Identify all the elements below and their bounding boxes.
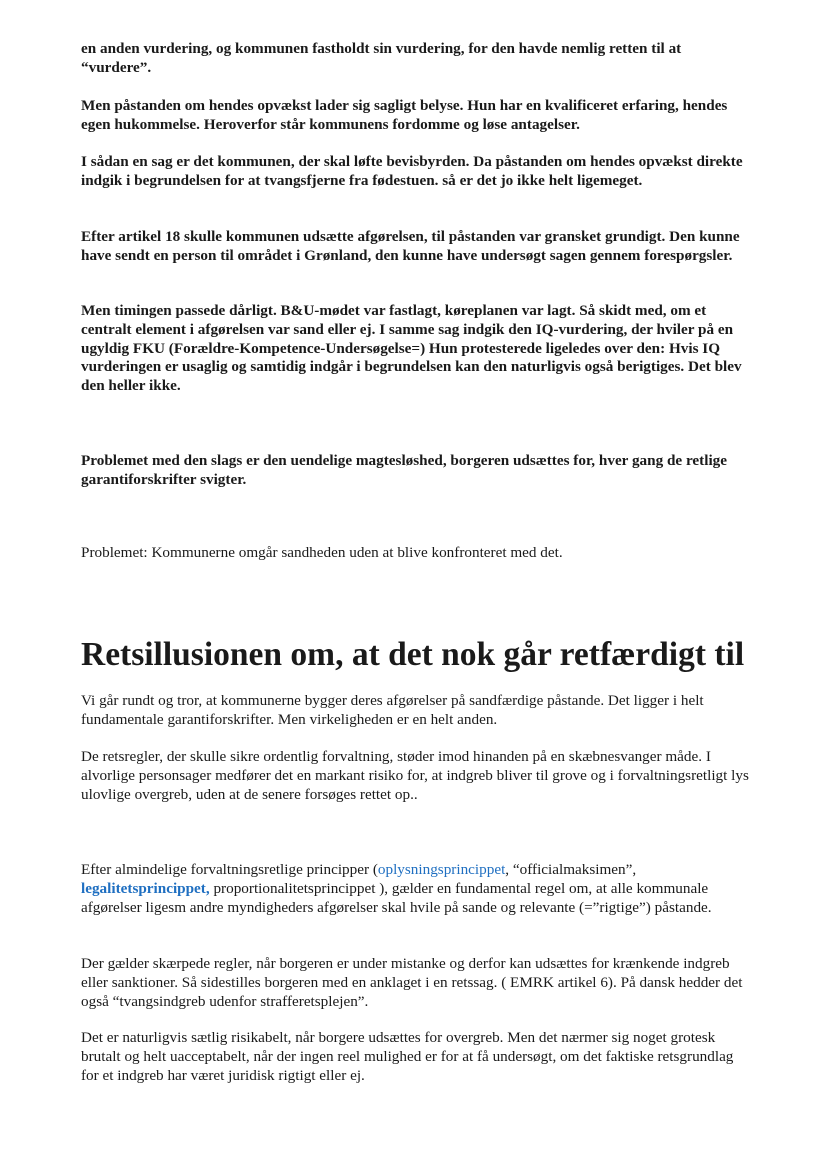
paragraph-timing: Men timingen passede dårligt. B&U-mødet var fastlagt, køreplanen var lagt. Så skidt med, om et centralt element i afgørelsen var sand eller ej. I samme sag indgik den IQ-vurdering, der hviler på en ugyldig FKU (Forældre-Kompetence-Undersøgelse=) Hun protesterede ligeledes over den: Hvis IQ vurderingen er usaglig og samtidig indgår i begrundelsen kan den naturligvis også berigtiges. Det blev den heller ikke. bbox=[81, 302, 742, 395]
principles-intro: Efter almindelige forvaltningsretlige principper ( bbox=[81, 861, 378, 878]
paragraph-retsregler: De retsregler, der skulle sikre ordentlig forvaltning, støder imod hinanden på en skæbnesvanger måde. I alvorlige personsager medfører det en markant risiko for, at indgreb bliver til grove og i forvaltningsretligt lys ulovlige overgreb, uden at de senere forsøges rettet op.. bbox=[81, 748, 749, 803]
paragraph-magtesloshed: Problemet med den slags er den uendelige magtesløshed, borgeren udsættes for, hver gang de retlige garantiforskrifter svigter. bbox=[81, 452, 727, 488]
link-oplysningsprincippet[interactable]: oplysningsprincippet bbox=[377, 861, 506, 878]
paragraph-retsillusion: Vi går rundt og tror, at kommunerne bygger deres afgørelser på sandfærdige påstande. Det ligger i helt fundamentale garantiforskrifter. Men virkeligheden er en helt anden. bbox=[81, 692, 704, 728]
link-legalitetsprincippet[interactable]: legalitetsprincippet, bbox=[81, 879, 210, 897]
problem-line: Problemet: Kommunerne omgår sandheden uden at blive konfronteret med det. bbox=[81, 544, 563, 561]
paragraph-risikabelt: Det er naturligvis sætlig risikabelt, når borgere udsættes for overgreb. Men det nærmer sig noget grotesk brutalt og helt uacceptabelt, når der ingen reel mulighed er for at få undersøgt, om det faktiske retsgrundlag for et indgreb har været juridisk rigtigt eller ej. bbox=[81, 1029, 734, 1084]
paragraph-opvaekst: Men påstanden om hendes opvækst lader sig sagligt belyse. Hun har en kvalificeret erfaring, hendes egen hukommelse. Heroverfor står kommunens fordomme og løse antagelser. bbox=[81, 97, 728, 133]
principles-mid: , “officialmaksimen”, bbox=[505, 861, 637, 878]
paragraph-vurdering: en anden vurdering, og kommunen fastholdt sin vurdering, for den havde nemlig retten til at “vurdere”. bbox=[81, 40, 682, 76]
paragraph-artikel-18: Efter artikel 18 skulle kommunen udsætte afgørelsen, til påstanden var gransket grundigt. Den kunne have sendt en person til området i Grønland, den kunne have undersøgt sagen gennem forespørgsler. bbox=[81, 228, 740, 264]
paragraph-principper bbox=[81, 861, 751, 917]
paragraph-skaerpede-regler: Der gælder skærpede regler, når borgeren er under mistanke og derfor kan udsættes for krænkende indgreb eller sanktioner. Så sidestilles borgeren med en anklaget i en retssag. ( EMRK artikel 6). På dansk hedder det også “tvangsindgreb udenfor strafferetsplejen”. bbox=[81, 955, 743, 1010]
section-heading: Retsillusionen om, at det nok går retfærdigt til bbox=[81, 636, 745, 673]
principles-rest: proportionalitetsprincippet ), gælder en fundamental regel om, at alle kommunale afgørelser ligesm andre myndigheders afgørelser skal hvile på sande og relevante (=”rigtige”) påstande. bbox=[81, 879, 712, 916]
paragraph-bevisbyrde: I sådan en sag er det kommunen, der skal løfte bevisbyrden. Da påstanden om hendes opvækst direkte indgik i begrundelsen for at tvangsfjerne fra fødestuen. så er det jo ikke helt ligemeget. bbox=[81, 153, 743, 189]
